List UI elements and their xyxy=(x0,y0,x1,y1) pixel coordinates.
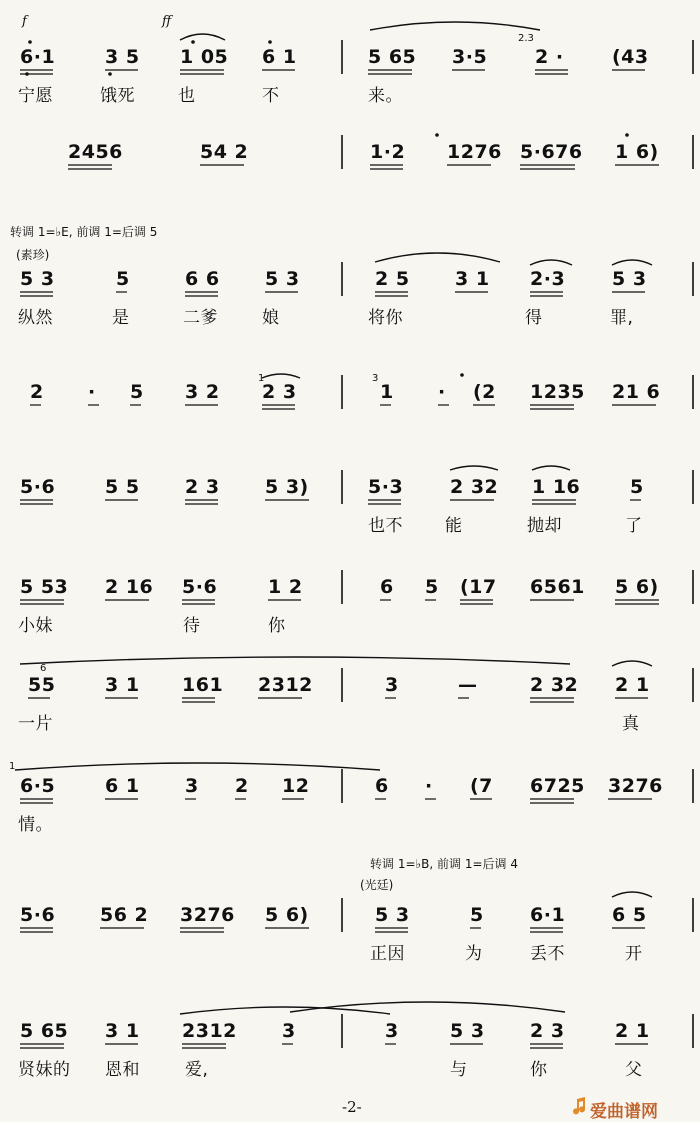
slur xyxy=(612,661,652,666)
jianpu-note-group: 6561 xyxy=(530,576,585,598)
jianpu-note-group: 6 1 xyxy=(105,775,140,797)
jianpu-note-group: 6·1 xyxy=(530,904,566,926)
grace-note: 1 xyxy=(9,761,16,772)
jianpu-note-group: 54 2 xyxy=(200,141,249,163)
jianpu-note-group: 5 xyxy=(470,904,484,926)
lyric-text: 你 xyxy=(530,1060,548,1080)
jianpu-note-group: 5 3 xyxy=(265,268,300,290)
jianpu-note-group: 2 3 xyxy=(530,1020,565,1042)
jianpu-note-group: 3 xyxy=(185,775,199,797)
slur xyxy=(15,763,380,770)
slur xyxy=(450,466,498,470)
lyric-text: 贤妹的 xyxy=(18,1060,71,1080)
jianpu-note-group: 1 16 xyxy=(532,476,581,498)
octave-dot xyxy=(108,72,112,76)
jianpu-note-group: 1 6) xyxy=(615,141,659,163)
grace-note: 2.3 xyxy=(518,33,534,44)
jianpu-note-group: 3 xyxy=(282,1020,296,1042)
singer-label-2: (光廷) xyxy=(360,878,394,892)
jianpu-note-group: 5 xyxy=(630,476,644,498)
jianpu-note-group: 5·3 xyxy=(368,476,404,498)
grace-note: 6 xyxy=(40,663,47,674)
jianpu-note-group: (43 xyxy=(612,46,649,68)
jianpu-note-group: 3 xyxy=(385,1020,399,1042)
slur xyxy=(530,260,572,265)
lyric-text: 正因 xyxy=(370,944,405,964)
jianpu-note-group: (17 xyxy=(460,576,497,598)
jianpu-note-group: 5 5 xyxy=(105,476,140,498)
jianpu-note-group: 6 xyxy=(375,775,389,797)
lyric-text: 饿死 xyxy=(100,86,135,106)
slur xyxy=(612,892,652,897)
dynamic-fortissimo: ff xyxy=(162,14,172,29)
jianpu-note-group: 5 53 xyxy=(20,576,69,598)
jianpu-note-group: 2 16 xyxy=(105,576,154,598)
grace-note: 1 xyxy=(258,373,265,384)
lyric-text: 抛却 xyxy=(527,516,562,536)
jianpu-note-group: 5 3) xyxy=(265,476,309,498)
jianpu-note-group: 2 5 xyxy=(375,268,410,290)
jianpu-note-group: 6 6 xyxy=(185,268,220,290)
lyric-text: 是 xyxy=(112,308,130,328)
lyric-text: 纵然 xyxy=(18,308,53,328)
jianpu-note-group: 2 · xyxy=(535,46,564,68)
slur xyxy=(375,253,500,262)
slur xyxy=(180,1007,390,1014)
slur xyxy=(20,657,570,664)
octave-dot xyxy=(435,133,439,137)
jianpu-note-group: 3 xyxy=(385,674,399,696)
lyric-text: 父 xyxy=(625,1060,643,1080)
lyric-text: 宁愿 xyxy=(18,86,53,106)
lyric-text: 小妹 xyxy=(18,616,53,636)
slur xyxy=(370,22,540,30)
jianpu-note-group: · xyxy=(425,775,433,797)
jianpu-note-group: 5 3 xyxy=(450,1020,485,1042)
lyric-text: 爱, xyxy=(185,1060,209,1080)
jianpu-note-group: 161 xyxy=(182,674,224,696)
jianpu-note-group: 3 1 xyxy=(455,268,490,290)
lyric-text: 真 xyxy=(622,714,640,734)
jianpu-note-group: 56 2 xyxy=(100,904,149,926)
jianpu-note-group: 5 65 xyxy=(20,1020,69,1042)
watermark: 爱曲谱网 xyxy=(590,1102,658,1122)
jianpu-note-group: 6·5 xyxy=(20,775,56,797)
octave-dot xyxy=(25,72,29,76)
lyric-text: 得 xyxy=(525,308,543,328)
lyric-text: 情。 xyxy=(18,815,53,835)
jianpu-note-group: 3276 xyxy=(180,904,235,926)
lyric-text: 为 xyxy=(465,944,483,964)
grace-note: 3 xyxy=(372,373,379,384)
octave-dot xyxy=(191,40,195,44)
lyric-text: 与 xyxy=(450,1060,468,1080)
jianpu-note-group: 3276 xyxy=(608,775,663,797)
jianpu-note-group: 2456 xyxy=(68,141,123,163)
jianpu-note-group: 2 32 xyxy=(530,674,579,696)
jianpu-note-group: 5·676 xyxy=(520,141,583,163)
jianpu-note-group: 55 xyxy=(28,674,56,696)
jianpu-note-group: — xyxy=(458,674,478,696)
jianpu-note-group: 5 3 xyxy=(612,268,647,290)
jianpu-note-group: 1276 xyxy=(447,141,502,163)
jianpu-note-group: 2·3 xyxy=(530,268,566,290)
lyric-text: 你 xyxy=(268,616,286,636)
jianpu-note-group: 1 xyxy=(380,381,394,403)
jianpu-note-group: 5 3 xyxy=(375,904,410,926)
jianpu-note-group: 2 xyxy=(30,381,44,403)
lyric-text: 能 xyxy=(445,516,463,536)
lyric-text: 了 xyxy=(625,516,643,536)
key-change-2: 转调 1=♭B, 前调 1=后调 4 xyxy=(370,857,518,871)
jianpu-note-group: 12 xyxy=(282,775,310,797)
jianpu-note-group: 2312 xyxy=(182,1020,237,1042)
lyric-text: 二爹 xyxy=(183,308,218,328)
jianpu-note-group: 2 32 xyxy=(450,476,499,498)
jianpu-note-group: 5 xyxy=(130,381,144,403)
jianpu-note-group: 3 5 xyxy=(105,46,140,68)
jianpu-note-group: 1235 xyxy=(530,381,585,403)
jianpu-note-group: 1·2 xyxy=(370,141,406,163)
slur xyxy=(290,1002,565,1012)
slur xyxy=(532,466,570,470)
lyric-text: 罪, xyxy=(610,308,634,328)
music-note-icon xyxy=(572,1097,586,1115)
octave-dot xyxy=(28,40,32,44)
lyric-text: 也不 xyxy=(368,516,403,536)
octave-dot xyxy=(625,133,629,137)
jianpu-note-group: 2 1 xyxy=(615,1020,650,1042)
jianpu-note-group: 5·6 xyxy=(20,904,56,926)
jianpu-note-group: 2 3 xyxy=(185,476,220,498)
jianpu-note-group: (2 xyxy=(473,381,496,403)
jianpu-note-group: 5 xyxy=(425,576,439,598)
jianpu-note-group: 3 1 xyxy=(105,1020,140,1042)
jianpu-note-group: 21 6 xyxy=(612,381,661,403)
jianpu-note-group: 6 5 xyxy=(612,904,647,926)
lyric-text: 不 xyxy=(262,86,280,106)
octave-dot xyxy=(268,40,272,44)
slur xyxy=(262,374,300,378)
jianpu-note-group: 2 xyxy=(235,775,249,797)
jianpu-note-group: 5 6) xyxy=(265,904,309,926)
lyric-text: 来。 xyxy=(368,86,403,106)
jianpu-note-group: 5 6) xyxy=(615,576,659,598)
jianpu-note-group: 1 05 xyxy=(180,46,229,68)
jianpu-note-group: 5 3 xyxy=(20,268,55,290)
lyric-text: 丢不 xyxy=(530,944,565,964)
jianpu-note-group: 2 1 xyxy=(615,674,650,696)
key-change-1: 转调 1=♭E, 前调 1=后调 5 xyxy=(10,225,158,239)
jianpu-note-group: 3 1 xyxy=(105,674,140,696)
jianpu-note-group: 5 xyxy=(116,268,130,290)
jianpu-note-group: 6·1 xyxy=(20,46,56,68)
lyric-text: 也 xyxy=(178,86,196,106)
lyric-text: 娘 xyxy=(262,308,280,328)
jianpu-note-group: 6 1 xyxy=(262,46,297,68)
jianpu-note-group: 6725 xyxy=(530,775,585,797)
octave-dot xyxy=(460,373,464,377)
jianpu-note-group: 5 65 xyxy=(368,46,417,68)
jianpu-note-group: 2312 xyxy=(258,674,313,696)
lyric-text: 恩和 xyxy=(105,1060,140,1080)
lyric-text: 待 xyxy=(183,616,201,636)
lyric-text: 开 xyxy=(625,944,643,964)
jianpu-note-group: · xyxy=(438,381,446,403)
slur xyxy=(612,260,652,265)
jianpu-note-group: 5·6 xyxy=(20,476,56,498)
jianpu-note-group: 3 2 xyxy=(185,381,220,403)
jianpu-note-group: · xyxy=(88,381,96,403)
lyric-text: 一片 xyxy=(18,714,53,734)
jianpu-note-group: (7 xyxy=(470,775,493,797)
dynamic-forte: f xyxy=(22,14,27,29)
singer-label-1: (素珍) xyxy=(16,248,50,262)
jianpu-note-group: 1 2 xyxy=(268,576,303,598)
page-number: -2- xyxy=(342,1098,362,1116)
jianpu-note-group: 2 3 xyxy=(262,381,297,403)
jianpu-note-group: 3·5 xyxy=(452,46,488,68)
slur xyxy=(180,34,225,40)
jianpu-note-group: 5·6 xyxy=(182,576,218,598)
jianpu-note-group: 6 xyxy=(380,576,394,598)
lyric-text: 将你 xyxy=(368,308,403,328)
